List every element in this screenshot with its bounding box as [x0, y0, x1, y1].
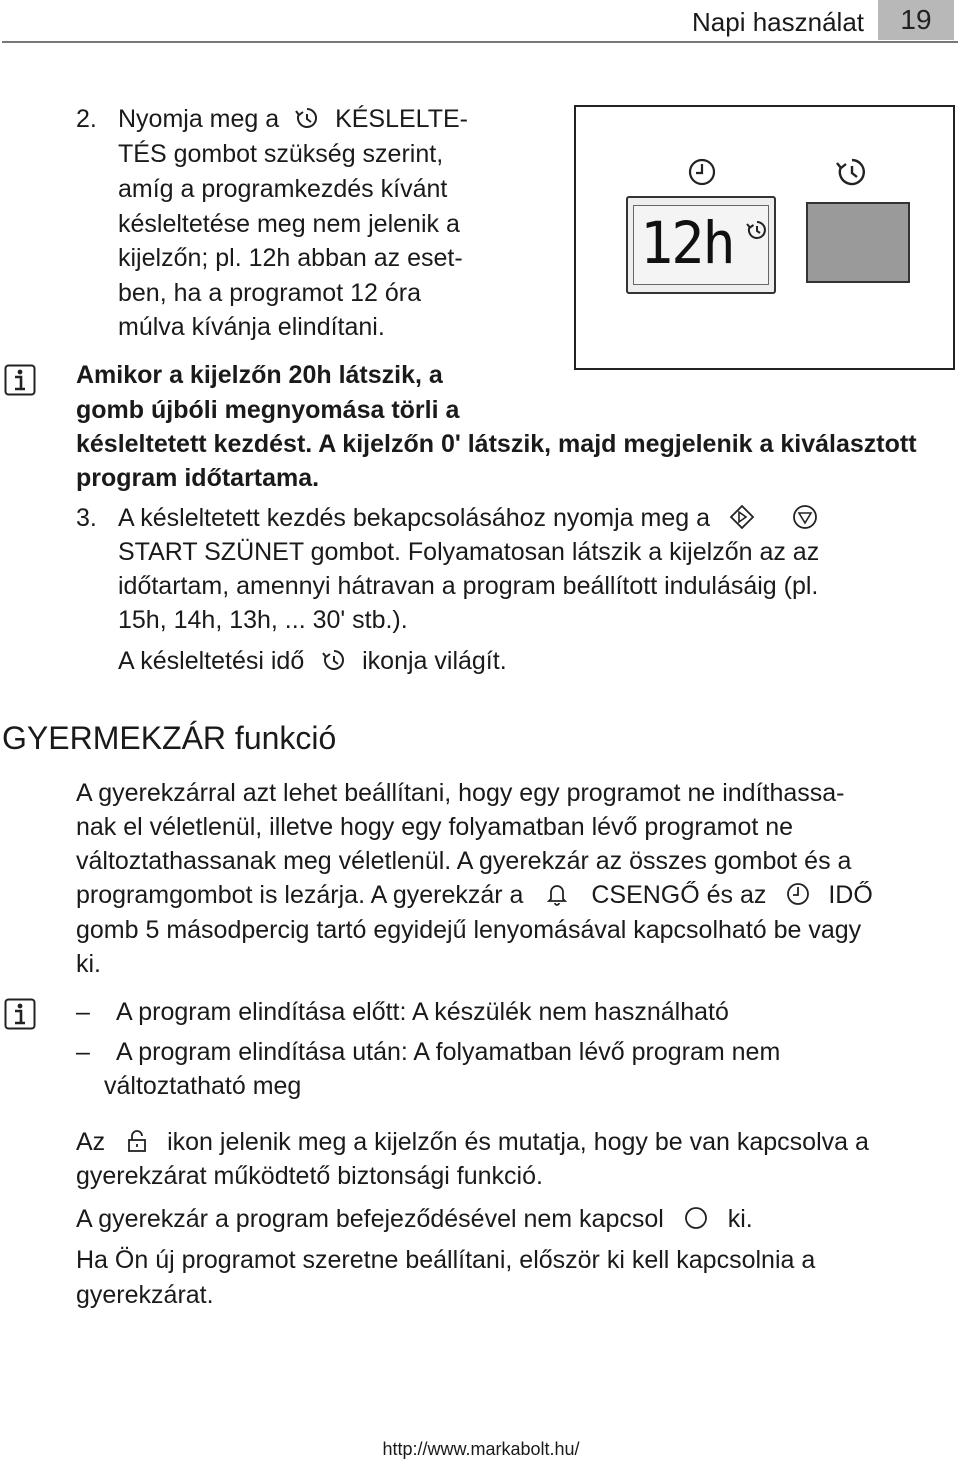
- step3-lead: A késleltetett kezdés bekapcsolásához nyomja meg a: [118, 504, 711, 532]
- para1-line4-lead: programgombot is lezárja. A gyerekzár a: [76, 881, 524, 909]
- step3-line-3: időtartam, amennyi hátravan a program beállított indulásáig (pl.: [118, 572, 819, 600]
- start-icon: [729, 504, 755, 530]
- display-value: 12h: [640, 209, 734, 277]
- note1-line-1: Amikor a kijelzőn 20h látszik, a: [76, 361, 443, 389]
- step2-line-4: késleltetése meg nem jelenik a: [118, 210, 460, 238]
- para1-line-5: gomb 5 másodpercig tartó egyidejű lenyomásával kapcsolható be vagy: [76, 916, 862, 944]
- clock-icon: [785, 881, 811, 907]
- step3-last-lead: A késleltetési idő: [118, 647, 305, 675]
- step2-line-7: múlva kívánja elindítani.: [118, 313, 385, 341]
- delay-button-illustration: [806, 202, 910, 283]
- pause-icon: [792, 504, 818, 530]
- step3-line-5: [118, 644, 507, 678]
- list-dash: –: [76, 1038, 90, 1066]
- step3-number: 3.: [76, 504, 97, 532]
- header-divider: [2, 41, 958, 43]
- info-icon: [4, 998, 36, 1030]
- para2-line-1: [76, 1125, 869, 1159]
- list-item-continuation: változtatható meg: [104, 1072, 302, 1100]
- list-dash: –: [76, 998, 90, 1026]
- info-icon: [4, 364, 36, 396]
- step2-line-text: KÉSLELTE-: [335, 105, 469, 133]
- clock-icon: [686, 156, 718, 188]
- list-item-text: A program elindítása előtt: A készülék nem használható: [116, 998, 729, 1026]
- note1-line-2: gomb újbóli megnyomása törli a: [76, 396, 460, 424]
- step2-line-1: [118, 102, 468, 136]
- para1-line-3: változtathassanak meg véletlenül. A gyerekzár az összes gombot és a: [76, 847, 852, 875]
- para1-line-2: nak el véletlenül, illetve hogy egy folyamatban lévő programot ne: [76, 813, 794, 841]
- list-item: [76, 1035, 780, 1069]
- para3-lead: A gyerekzár a program befejeződésével nem kapcsol: [76, 1205, 664, 1233]
- step2-lead: Nyomja meg a: [118, 105, 280, 133]
- bell-icon: [544, 881, 570, 907]
- display-delay-icon: [745, 218, 769, 242]
- para3-tail: ki.: [727, 1205, 753, 1233]
- para2-line-2: gyerekzárat működtető biztonsági funkció.: [76, 1162, 543, 1190]
- para1-line-1: A gyerekzárral azt lehet beállítani, hogy egy programot ne indíthassa-: [76, 779, 845, 807]
- step3-last-tail: ikonja világít.: [362, 647, 507, 675]
- delay-icon: [294, 105, 320, 131]
- page-number: 19: [878, 0, 954, 40]
- delay-icon: [834, 154, 870, 190]
- para1-line-4: [76, 878, 873, 912]
- list-item-text: A program elindítása után: A folyamatban lévő program nem: [116, 1038, 781, 1066]
- step2-line-6: ben, ha a programot 12 óra: [118, 279, 421, 307]
- section-title: Napi használat: [692, 7, 864, 37]
- lock-icon: [124, 1128, 150, 1154]
- para2-lead: Az: [76, 1128, 106, 1156]
- note1-line-3: késleltetett kezdést. A kijelzőn 0' látszik, majd megjelenik a kiválasztott: [76, 430, 917, 458]
- list-item: [76, 995, 729, 1029]
- delay-icon: [321, 647, 347, 673]
- step2-line-3: amíg a programkezdés kívánt: [118, 175, 448, 203]
- circle-icon: [683, 1205, 709, 1231]
- step2-line-2: TÉS gombot szükség szerint,: [118, 140, 444, 168]
- note1-line-4: program időtartama.: [76, 464, 320, 492]
- para1-line4-mid: CSENGŐ és az: [591, 881, 767, 909]
- step2-number: 2.: [76, 105, 97, 133]
- para1-line-6: ki.: [76, 950, 101, 978]
- para4-line-2: gyerekzárat.: [76, 1281, 214, 1309]
- step3-line-2: START SZÜNET gombot. Folyamatosan látszik a kijelzőn az az: [118, 538, 820, 566]
- step3-line-4: 15h, 14h, 13h, ... 30' stb.).: [118, 606, 408, 634]
- section-heading: GYERMEKZÁR funkció: [2, 720, 337, 756]
- para2-tail: ikon jelenik meg a kijelzőn és mutatja, hogy be van kapcsolva a: [167, 1128, 869, 1156]
- para3-line: [76, 1202, 753, 1236]
- para1-line4-tail: IDŐ: [828, 881, 873, 909]
- footer-url[interactable]: http://www.markabolt.hu/: [382, 1439, 580, 1459]
- step2-line-5: kijelzőn; pl. 12h abban az eset-: [118, 244, 463, 272]
- para4-line-1: Ha Ön új programot szeretne beállítani, először ki kell kapcsolnia a: [76, 1246, 816, 1274]
- step3-line-1: [118, 501, 818, 535]
